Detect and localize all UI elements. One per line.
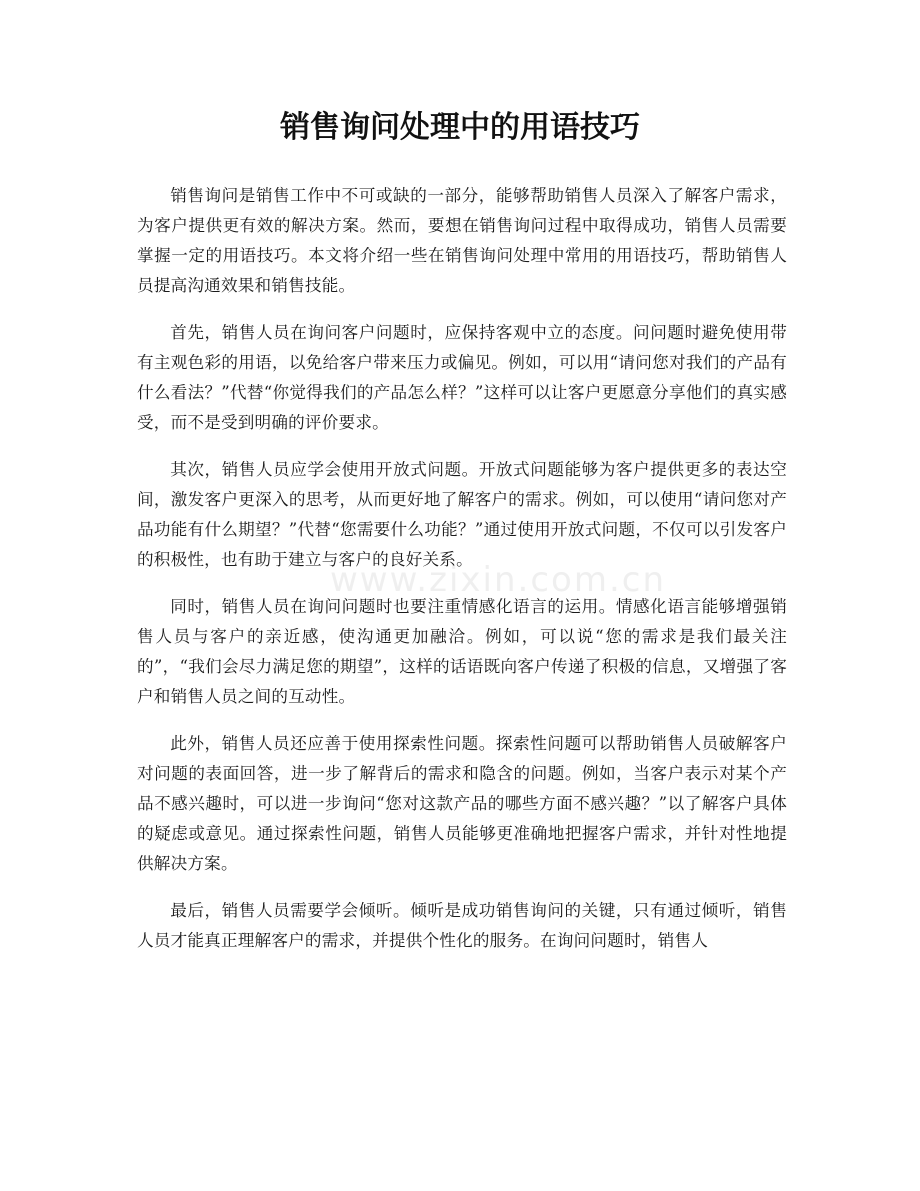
- watermark: www.zixin.com.cn: [330, 560, 666, 600]
- paragraph-listening: 最后，销售人员需要学会倾听。倾听是成功销售询问的关键，只有通过倾听，销售人员才能真正理解客户的需求，并提供个性化的服务。在询问问题时，销售人: [137, 901, 787, 950]
- paragraph-neutral-attitude: 首先，销售人员在询问客户问题时，应保持客观中立的态度。问问题时避免使用带有主观色彩的用语，以免给客户带来压力或偏见。例如，可以用“请问您对我们的产品有什么看法？”代替“你觉得我们的产品怎么样？”这样可以让客户更愿意分享他们的真实感受，而不是受到明确的评价要求。: [137, 323, 787, 432]
- paragraph-emotional-language: 同时，销售人员在询问问题时也要注重情感化语言的运用。情感化语言能够增强销售人员与客户的亲近感，使沟通更加融洽。例如，可以说“您的需求是我们最关注的”，“我们会尽力满足您的期望”，这样的话语既向客户传递了积极的信息，又增强了客户和销售人员之间的互动性。: [137, 597, 787, 706]
- document-body: [137, 181, 787, 973]
- document-title: 销售询问处理中的用语技巧: [280, 110, 640, 145]
- paragraph-intro: 销售询问是销售工作中不可或缺的一部分，能够帮助销售人员深入了解客户需求，为客户提供更有效的解决方案。然而，要想在销售询问过程中取得成功，销售人员需要掌握一定的用语技巧。本文将介绍一些在销售询问处理中常用的用语技巧，帮助销售人员提高沟通效果和销售技能。: [137, 186, 787, 295]
- paragraph-open-questions: 其次，销售人员应学会使用开放式问题。开放式问题能够为客户提供更多的表达空间，激发客户更深入的思考，从而更好地了解客户的需求。例如，可以使用“请问您对产品功能有什么期望？”代替“您需要什么功能？”通过使用开放式问题，不仅可以引发客户的积极性，也有助于建立与客户的良好关系。: [137, 460, 787, 569]
- paragraph-exploratory-questions: 此外，销售人员还应善于使用探索性问题。探索性问题可以帮助销售人员破解客户对问题的表面回答，进一步了解背后的需求和隐含的问题。例如，当客户表示对某个产品不感兴趣时，可以进一步询问“您对这款产品的哪些方面不感兴趣？”以了解客户具体的疑虑或意见。通过探索性问题，销售人员能够更准确地把握客户需求，并针对性地提供解决方案。: [137, 734, 787, 873]
